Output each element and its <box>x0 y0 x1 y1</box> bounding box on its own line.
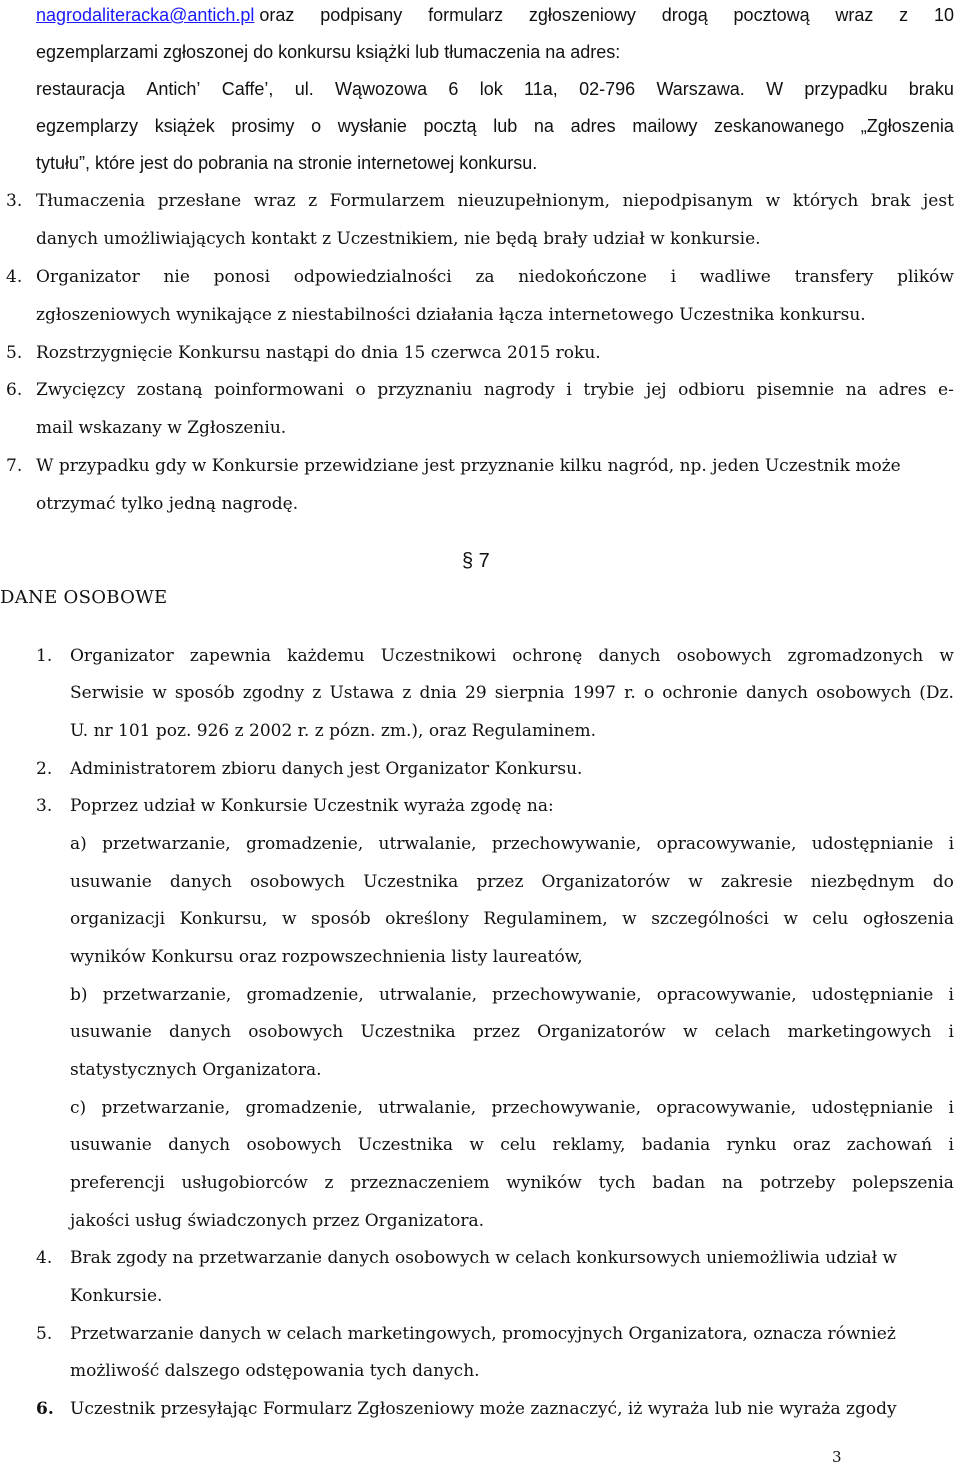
section-title: DANE OSOBOWE <box>0 587 168 608</box>
data-item-2-line-1: Administratorem zbioru danych jest Organizator Konkursu. <box>70 759 583 779</box>
item-6-line-2: mail wskazany w Zgłoszeniu. <box>36 418 287 438</box>
item-4-line-1: Organizator nie ponosi odpowiedzialności za niedokończone i wadliwe transfery plików <box>36 267 954 287</box>
data-item-4-line-2: Konkursie. <box>70 1286 163 1306</box>
sub-a-line-2: usuwanie danych osobowych Uczestnika przez Organizatorów w zakresie niezbędnym do <box>70 872 954 892</box>
item-7-number: 7. <box>6 456 23 476</box>
item-4-number: 4. <box>6 267 23 287</box>
item-5-number: 5. <box>6 343 23 363</box>
data-item-6-number: 6. <box>36 1399 54 1419</box>
item-5-line-1: Rozstrzygnięcie Konkursu nastąpi do dnia 15 czerwca 2015 roku. <box>36 343 601 363</box>
sub-b-line-3: statystycznych Organizatora. <box>70 1060 322 1080</box>
email-link[interactable]: nagrodaliteracka@antich.pl <box>36 5 255 25</box>
data-item-6-line-1: Uczestnik przesyłając Formularz Zgłoszeniowy może zaznaczyć, iż wyraża lub nie wyraża zgody <box>70 1399 897 1419</box>
data-item-3-number: 3. <box>36 796 53 816</box>
data-item-1-number: 1. <box>36 646 53 666</box>
sub-a-line-1: a) przetwarzanie, gromadzenie, utrwalanie, przechowywanie, opracowywanie, udostępnianie i <box>70 834 954 854</box>
data-item-5-number: 5. <box>36 1324 53 1344</box>
data-item-3-line-1: Poprzez udział w Konkursie Uczestnik wyraża zgodę na: <box>70 796 554 816</box>
data-item-1-line-2: Serwisie w sposób zgodny z Ustawa z dnia 29 sierpnia 1997 r. o ochronie danych osobowych (Dz. <box>70 683 954 703</box>
sub-c-line-2: usuwanie danych osobowych Uczestnika w celu reklamy, badania rynku oraz zachowań i <box>70 1135 954 1155</box>
intro-line-3: restauracja Antich’ Caffe’, ul. Wąwozowa 6 lok 11a, 02-796 Warszawa. W przypadku braku <box>36 79 954 99</box>
intro-line-4: egzemplarzy książek prosimy o wysłanie pocztą lub na adres mailowy zeskanowanego „Zgłoszenia <box>36 116 954 136</box>
item-4-line-2: zgłoszeniowych wynikające z niestabilności działania łącza internetowego Uczestnika konkursu. <box>36 305 866 325</box>
sub-a-line-3: organizacji Konkursu, w sposób określony Regulaminem, w szczególności w celu ogłoszenia <box>70 909 954 929</box>
item-7-line-1: W przypadku gdy w Konkursie przewidziane jest przyznanie kilku nagród, np. jeden Uczestnik może <box>36 456 901 476</box>
sub-c-line-1: c) przetwarzanie, gromadzenie, utrwalanie, przechowywanie, opracowywanie, udostępnianie i <box>70 1098 954 1118</box>
item-3-number: 3. <box>6 191 23 211</box>
section-paragraph-sign: § 7 <box>462 550 490 572</box>
data-item-5-line-1: Przetwarzanie danych w celach marketingowych, promocyjnych Organizatora, oznacza również <box>70 1324 896 1344</box>
data-item-5-line-2: możliwość dalszego odstępowania tych danych. <box>70 1361 480 1381</box>
data-item-1-line-3: U. nr 101 poz. 926 z 2002 r. z pózn. zm.), oraz Regulaminem. <box>70 721 597 741</box>
sub-b-line-1: b) przetwarzanie, gromadzenie, utrwalanie, przechowywanie, opracowywanie, udostępnianie i <box>70 985 954 1005</box>
item-3-line-2: danych umożliwiających kontakt z Uczestnikiem, nie będą brały udział w konkursie. <box>36 229 761 249</box>
item-6-line-1: Zwycięzcy zostaną poinformowani o przyznaniu nagrody i trybie jej odbioru pisemnie na adres e- <box>36 380 954 400</box>
item-6-number: 6. <box>6 380 23 400</box>
data-item-4-line-1: Brak zgody na przetwarzanie danych osobowych w celach konkursowych uniemożliwia udział w <box>70 1248 898 1268</box>
item-3-line-1: Tłumaczenia przesłane wraz z Formularzem nieuzupełnionym, niepodpisanym w których brak jest <box>36 191 954 211</box>
data-item-2-number: 2. <box>36 759 53 779</box>
data-item-1-line-1: Organizator zapewnia każdemu Uczestnikowi ochronę danych osobowych zgromadzonych w <box>70 646 954 666</box>
sub-c-line-4: jakości usług świadczonych przez Organizatora. <box>70 1211 484 1231</box>
sub-a-line-4: wyników Konkursu oraz rozpowszechnienia listy laureatów, <box>70 947 583 967</box>
intro-line-1: nagrodaliteracka@antich.pl oraz podpisany formularz zgłoszeniowy drogą pocztową wraz z 10 <box>36 5 954 25</box>
intro-line-2: egzemplarzami zgłoszonej do konkursu książki lub tłumaczenia na adres: <box>36 42 621 62</box>
sub-b-line-2: usuwanie danych osobowych Uczestnika przez Organizatorów w celach marketingowych i <box>70 1022 954 1042</box>
page-number: 3 <box>832 1448 842 1466</box>
sub-c-line-3: preferencji usługobiorców z przeznaczeniem wyników tych badan na potrzeby polepszenia <box>70 1173 954 1193</box>
intro-line-5: tytułu”, które jest do pobrania na stronie internetowej konkursu. <box>36 153 538 173</box>
data-item-4-number: 4. <box>36 1248 53 1268</box>
item-7-line-2: otrzymać tylko jedną nagrodę. <box>36 494 299 514</box>
